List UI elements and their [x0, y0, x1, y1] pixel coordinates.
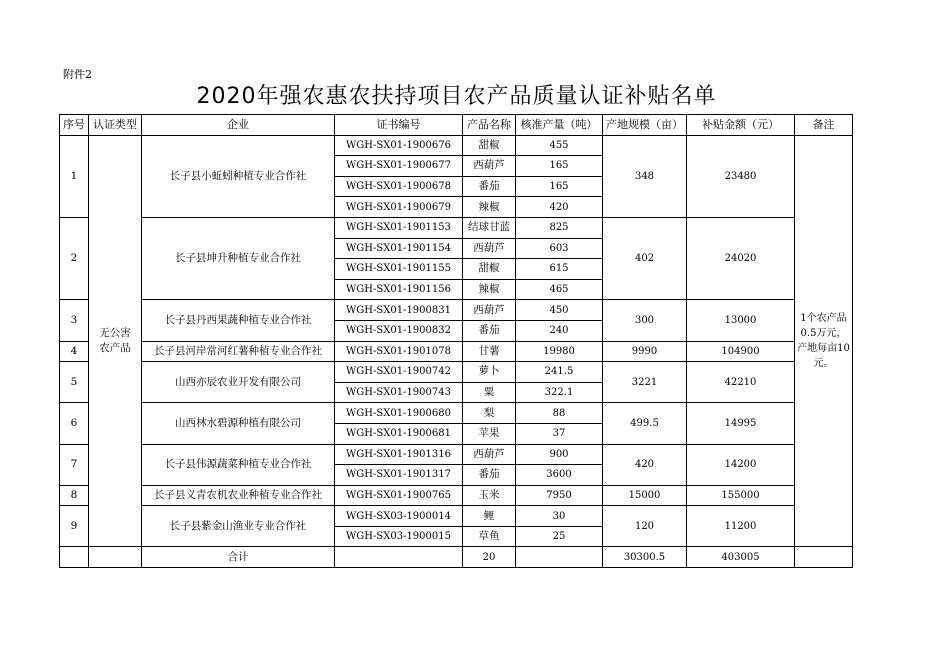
cert-number-cell: WGH-SX01-1900676	[335, 135, 463, 156]
subsidy-cell: 24020	[687, 217, 795, 299]
total-empty-output	[516, 547, 603, 568]
cert-type-line2: 农产品	[99, 342, 131, 355]
total-empty-seq	[60, 547, 89, 568]
product-cell: 萝卜	[463, 362, 516, 383]
enterprise-cell: 山西亦辰农业开发有限公司	[142, 362, 335, 403]
output-cell: 450	[516, 300, 603, 321]
subsidy-cell: 23480	[687, 135, 795, 217]
table-body	[60, 135, 853, 567]
area-cell: 348	[603, 135, 687, 217]
cert-number-cell: WGH-SX01-1901317	[335, 465, 463, 486]
cert-number-cell: WGH-SX01-1901154	[335, 238, 463, 259]
enterprise-cell: 长子县伟源蔬菜种植专业合作社	[142, 444, 335, 485]
product-cell: 玉米	[463, 485, 516, 506]
product-cell: 辣椒	[463, 197, 516, 218]
table-row	[60, 444, 853, 465]
subsidy-cell: 42210	[687, 362, 795, 403]
product-cell: 番茄	[463, 465, 516, 486]
cert-number-cell: WGH-SX01-1901156	[335, 279, 463, 300]
header-seq: 序号	[60, 115, 89, 136]
cert-type-line1: 无公害	[99, 327, 131, 340]
cert-number-cell: WGH-SX01-1900680	[335, 403, 463, 424]
output-cell: 7950	[516, 485, 603, 506]
output-cell: 603	[516, 238, 603, 259]
cert-number-cell: WGH-SX03-1900015	[335, 526, 463, 547]
cert-number-cell: WGH-SX01-1901316	[335, 444, 463, 465]
seq-cell: 1	[60, 135, 89, 217]
output-cell: 30	[516, 506, 603, 527]
output-cell: 455	[516, 135, 603, 156]
total-empty-type	[89, 547, 142, 568]
seq-cell: 8	[60, 485, 89, 506]
product-cell: 苹果	[463, 423, 516, 444]
cert-number-cell: WGH-SX01-1901078	[335, 341, 463, 362]
total-row	[60, 547, 853, 568]
output-cell: 240	[516, 320, 603, 341]
seq-cell: 6	[60, 403, 89, 444]
product-cell: 鲤	[463, 506, 516, 527]
product-cell: 甜椒	[463, 135, 516, 156]
output-cell: 25	[516, 526, 603, 547]
cert-number-cell: WGH-SX01-1900832	[335, 320, 463, 341]
output-cell: 241.5	[516, 362, 603, 383]
total-empty-cert	[335, 547, 463, 568]
subsidy-cell: 14995	[687, 403, 795, 444]
seq-cell: 2	[60, 217, 89, 299]
output-cell: 37	[516, 423, 603, 444]
header-output: 核准产量（吨）	[516, 115, 603, 136]
area-cell: 300	[603, 300, 687, 341]
output-cell: 322.1	[516, 382, 603, 403]
table-row	[60, 506, 853, 527]
subsidy-cell: 11200	[687, 506, 795, 547]
table-row	[60, 135, 853, 156]
product-cell: 甘薯	[463, 341, 516, 362]
table-row	[60, 485, 853, 506]
seq-cell: 7	[60, 444, 89, 485]
cert-number-cell: WGH-SX01-1900678	[335, 176, 463, 197]
header-area: 产地规模（亩）	[603, 115, 687, 136]
enterprise-cell: 长子县河岸常河红薯种植专业合作社	[142, 341, 335, 362]
table-row	[60, 403, 853, 424]
area-cell: 15000	[603, 485, 687, 506]
cert-number-cell: WGH-SX01-1901155	[335, 259, 463, 280]
seq-cell: 3	[60, 300, 89, 341]
note-cell: 1个农产品0.5万元，产地每亩10元。	[795, 135, 853, 547]
header-cert: 证书编号	[335, 115, 463, 136]
output-cell: 900	[516, 444, 603, 465]
header-enterprise: 企业	[142, 115, 335, 136]
subsidy-cell: 155000	[687, 485, 795, 506]
enterprise-cell: 长子县义青农机农业种植专业合作社	[142, 485, 335, 506]
attachment-label: 附件2	[63, 68, 92, 81]
cert-number-cell: WGH-SX01-1900742	[335, 362, 463, 383]
page-title: 2020年强农惠农扶持项目农产品质量认证补贴名单	[196, 84, 717, 109]
output-cell: 165	[516, 156, 603, 177]
area-cell: 9990	[603, 341, 687, 362]
output-cell: 88	[516, 403, 603, 424]
cert-number-cell: WGH-SX01-1900679	[335, 197, 463, 218]
enterprise-cell: 山西林水碧源种植有限公司	[142, 403, 335, 444]
product-cell: 甜椒	[463, 259, 516, 280]
subsidy-cell: 104900	[687, 341, 795, 362]
product-cell: 西葫芦	[463, 444, 516, 465]
enterprise-cell: 长子县坤升种植专业合作社	[142, 217, 335, 299]
product-cell: 结球甘蓝	[463, 217, 516, 238]
cert-number-cell: WGH-SX01-1900765	[335, 485, 463, 506]
table-row	[60, 362, 853, 383]
seq-cell: 9	[60, 506, 89, 547]
cert-number-cell: WGH-SX03-1900014	[335, 506, 463, 527]
cert-type-cell	[89, 135, 142, 547]
product-cell: 西葫芦	[463, 300, 516, 321]
enterprise-cell: 长子县小蚯蚓种植专业合作社	[142, 135, 335, 217]
product-cell: 番茄	[463, 176, 516, 197]
product-cell: 番茄	[463, 320, 516, 341]
product-cell: 西葫芦	[463, 156, 516, 177]
seq-cell: 4	[60, 341, 89, 362]
area-cell: 3221	[603, 362, 687, 403]
output-cell: 19980	[516, 341, 603, 362]
product-cell: 西葫芦	[463, 238, 516, 259]
product-cell: 草鱼	[463, 526, 516, 547]
area-cell: 499.5	[603, 403, 687, 444]
table-row	[60, 341, 853, 362]
product-cell: 粟	[463, 382, 516, 403]
header-note: 备注	[795, 115, 853, 136]
output-cell: 3600	[516, 465, 603, 486]
enterprise-cell: 长子县紫金山渔业专业合作社	[142, 506, 335, 547]
area-cell: 120	[603, 506, 687, 547]
header-type: 认证类型	[89, 115, 142, 136]
output-cell: 165	[516, 176, 603, 197]
subsidy-cell: 13000	[687, 300, 795, 341]
header-product: 产品名称	[463, 115, 516, 136]
area-cell: 420	[603, 444, 687, 485]
cert-number-cell: WGH-SX01-1900681	[335, 423, 463, 444]
cert-number-cell: WGH-SX01-1901153	[335, 217, 463, 238]
total-subsidy: 403005	[687, 547, 795, 568]
enterprise-cell: 长子县丹西果蔬种植专业合作社	[142, 300, 335, 341]
seq-cell: 5	[60, 362, 89, 403]
total-area: 30300.5	[603, 547, 687, 568]
product-cell: 梨	[463, 403, 516, 424]
header-row	[60, 115, 853, 136]
output-cell: 420	[516, 197, 603, 218]
total-empty-note	[795, 547, 853, 568]
product-cell: 辣椒	[463, 279, 516, 300]
table-row	[60, 300, 853, 321]
area-cell: 402	[603, 217, 687, 299]
header-subsidy: 补贴金额（元）	[687, 115, 795, 136]
cert-number-cell: WGH-SX01-1900677	[335, 156, 463, 177]
output-cell: 825	[516, 217, 603, 238]
table-row	[60, 217, 853, 238]
output-cell: 465	[516, 279, 603, 300]
cert-number-cell: WGH-SX01-1900743	[335, 382, 463, 403]
cert-number-cell: WGH-SX01-1900831	[335, 300, 463, 321]
output-cell: 615	[516, 259, 603, 280]
total-count: 20	[463, 547, 516, 568]
subsidy-table	[59, 114, 853, 568]
subsidy-cell: 14200	[687, 444, 795, 485]
total-label: 合计	[142, 547, 335, 568]
